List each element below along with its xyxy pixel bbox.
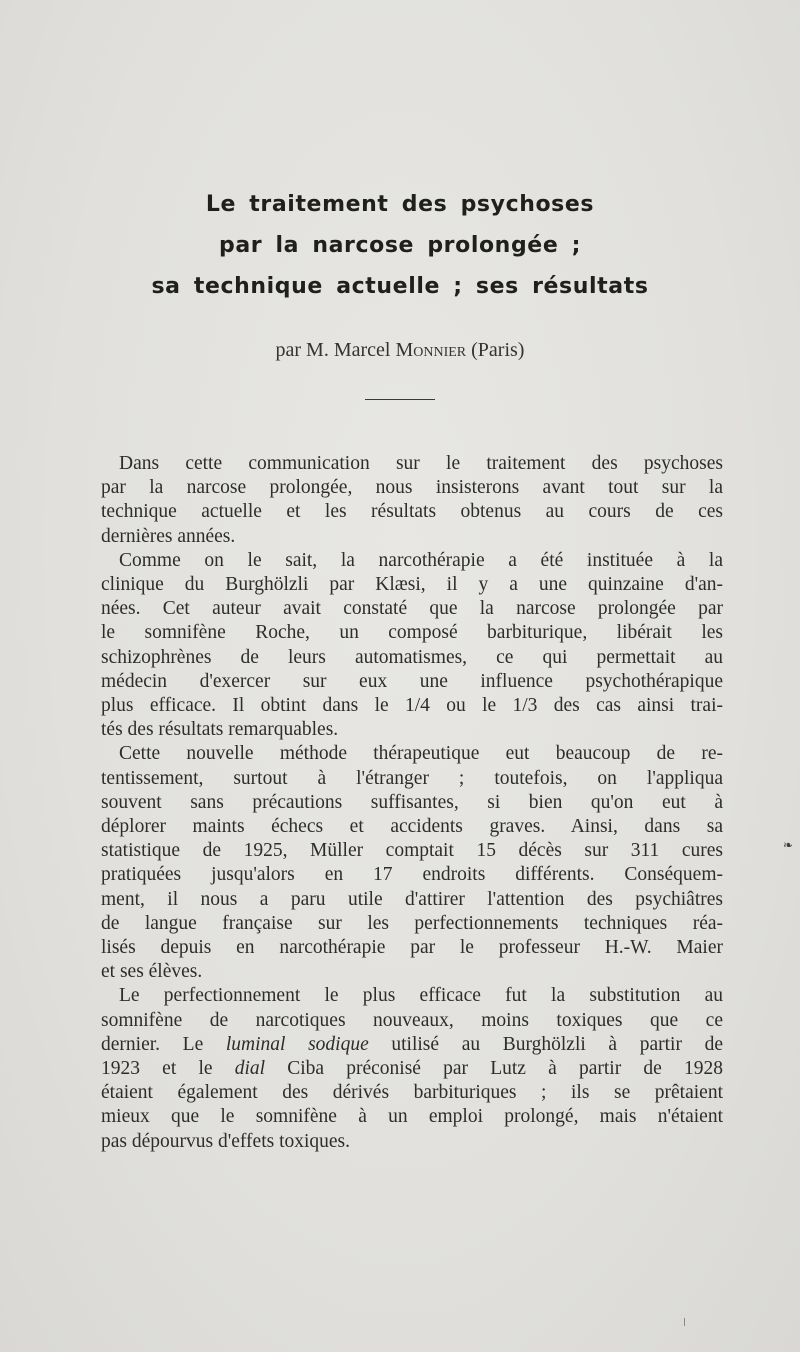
text-line: nées. Cet auteur avait constaté que la narcose prolongée par xyxy=(101,598,723,620)
text-line: statistique de 1925, Müller comptait 15 décès sur 311 cures xyxy=(101,840,723,862)
text-line: lisés depuis en narcothérapie par le professeur H.-W. Maier xyxy=(101,937,723,959)
paragraph-1 xyxy=(101,452,723,549)
paragraph-3 xyxy=(101,742,723,984)
article-title xyxy=(0,184,800,307)
text-line: tentissement, surtout à l'étranger ; toutefois, on l'appliqua xyxy=(101,767,723,789)
byline-location: (Paris) xyxy=(466,339,525,361)
text-line: plus efficace. Il obtint dans le 1/4 ou le 1/3 des cas ainsi trai- xyxy=(101,695,723,717)
text-line: technique actuelle et les résultats obtenus au cours de ces xyxy=(101,501,723,523)
text-line: étaient également des dérivés barbituriques ; ils se prêtaient xyxy=(101,1082,723,1104)
text-line: par la narcose prolongée, nous insisterons avant tout sur la xyxy=(101,477,723,499)
scan-artifact xyxy=(684,1318,685,1326)
margin-mark: ❧ xyxy=(783,838,794,852)
text-line: et ses élèves. xyxy=(101,961,203,983)
text-line: mieux que le somnifène à un emploi prolongé, mais n'étaient xyxy=(101,1106,723,1128)
text-line: dernier. Le luminal sodique utilisé au Burghölzli à partir de xyxy=(101,1033,723,1055)
italic-term: dial xyxy=(234,1058,266,1080)
byline-prefix: par M. Marcel xyxy=(275,339,396,361)
text-line: Comme on le sait, la narcothérapie a été instituée à la xyxy=(119,549,723,571)
text-line: somnifène de narcotiques nouveaux, moins toxiques que ce xyxy=(101,1009,723,1031)
text-line: schizophrènes de leurs automatismes, ce qui permettait au xyxy=(101,646,723,668)
text-line: dernières années. xyxy=(101,525,236,547)
author-surname: Monnier xyxy=(395,339,467,361)
title-line-3: sa technique actuelle ; ses résultats xyxy=(151,274,649,299)
text-line: Cette nouvelle méthode thérapeutique eut beaucoup de re- xyxy=(119,743,723,765)
text-line: médecin d'exercer sur eux une influence psychothérapique xyxy=(101,670,723,692)
text-line: Le perfectionnement le plus efficace fut la substitution au xyxy=(119,985,723,1007)
text-line: déplorer maints échecs et accidents graves. Ainsi, dans sa xyxy=(101,816,723,838)
title-line-2: par la narcose prolongée ; xyxy=(218,233,581,258)
paragraph-2 xyxy=(101,549,723,743)
text-line: clinique du Burghölzli par Klæsi, il y a une quinzaine d'an- xyxy=(101,574,723,596)
text-line: tés des résultats remarquables. xyxy=(101,719,339,741)
text-line: pratiquées jusqu'alors en 17 endroits différents. Conséquem- xyxy=(101,864,723,886)
text-line: de langue française sur les perfectionnements techniques réa- xyxy=(101,912,723,934)
italic-term: luminal sodique xyxy=(225,1033,369,1055)
byline xyxy=(0,334,800,366)
text-line: 1923 et le dial Ciba préconisé par Lutz à partir de 1928 xyxy=(101,1058,723,1080)
text-line: pas dépourvus d'effets toxiques. xyxy=(101,1130,351,1152)
text-line: le somnifène Roche, un composé barbiturique, libérait les xyxy=(101,622,723,644)
paragraph-4 xyxy=(101,984,723,1153)
text-line: ment, il nous a paru utile d'attirer l'attention des psychiâtres xyxy=(101,888,723,910)
text-line: Dans cette communication sur le traitement des psychoses xyxy=(119,453,723,474)
text-line: souvent sans précautions suffisantes, si bien qu'on eut à xyxy=(101,791,723,813)
title-line-1: Le traitement des psychoses xyxy=(205,192,595,217)
title-divider xyxy=(365,399,435,400)
article-body xyxy=(101,452,723,1154)
